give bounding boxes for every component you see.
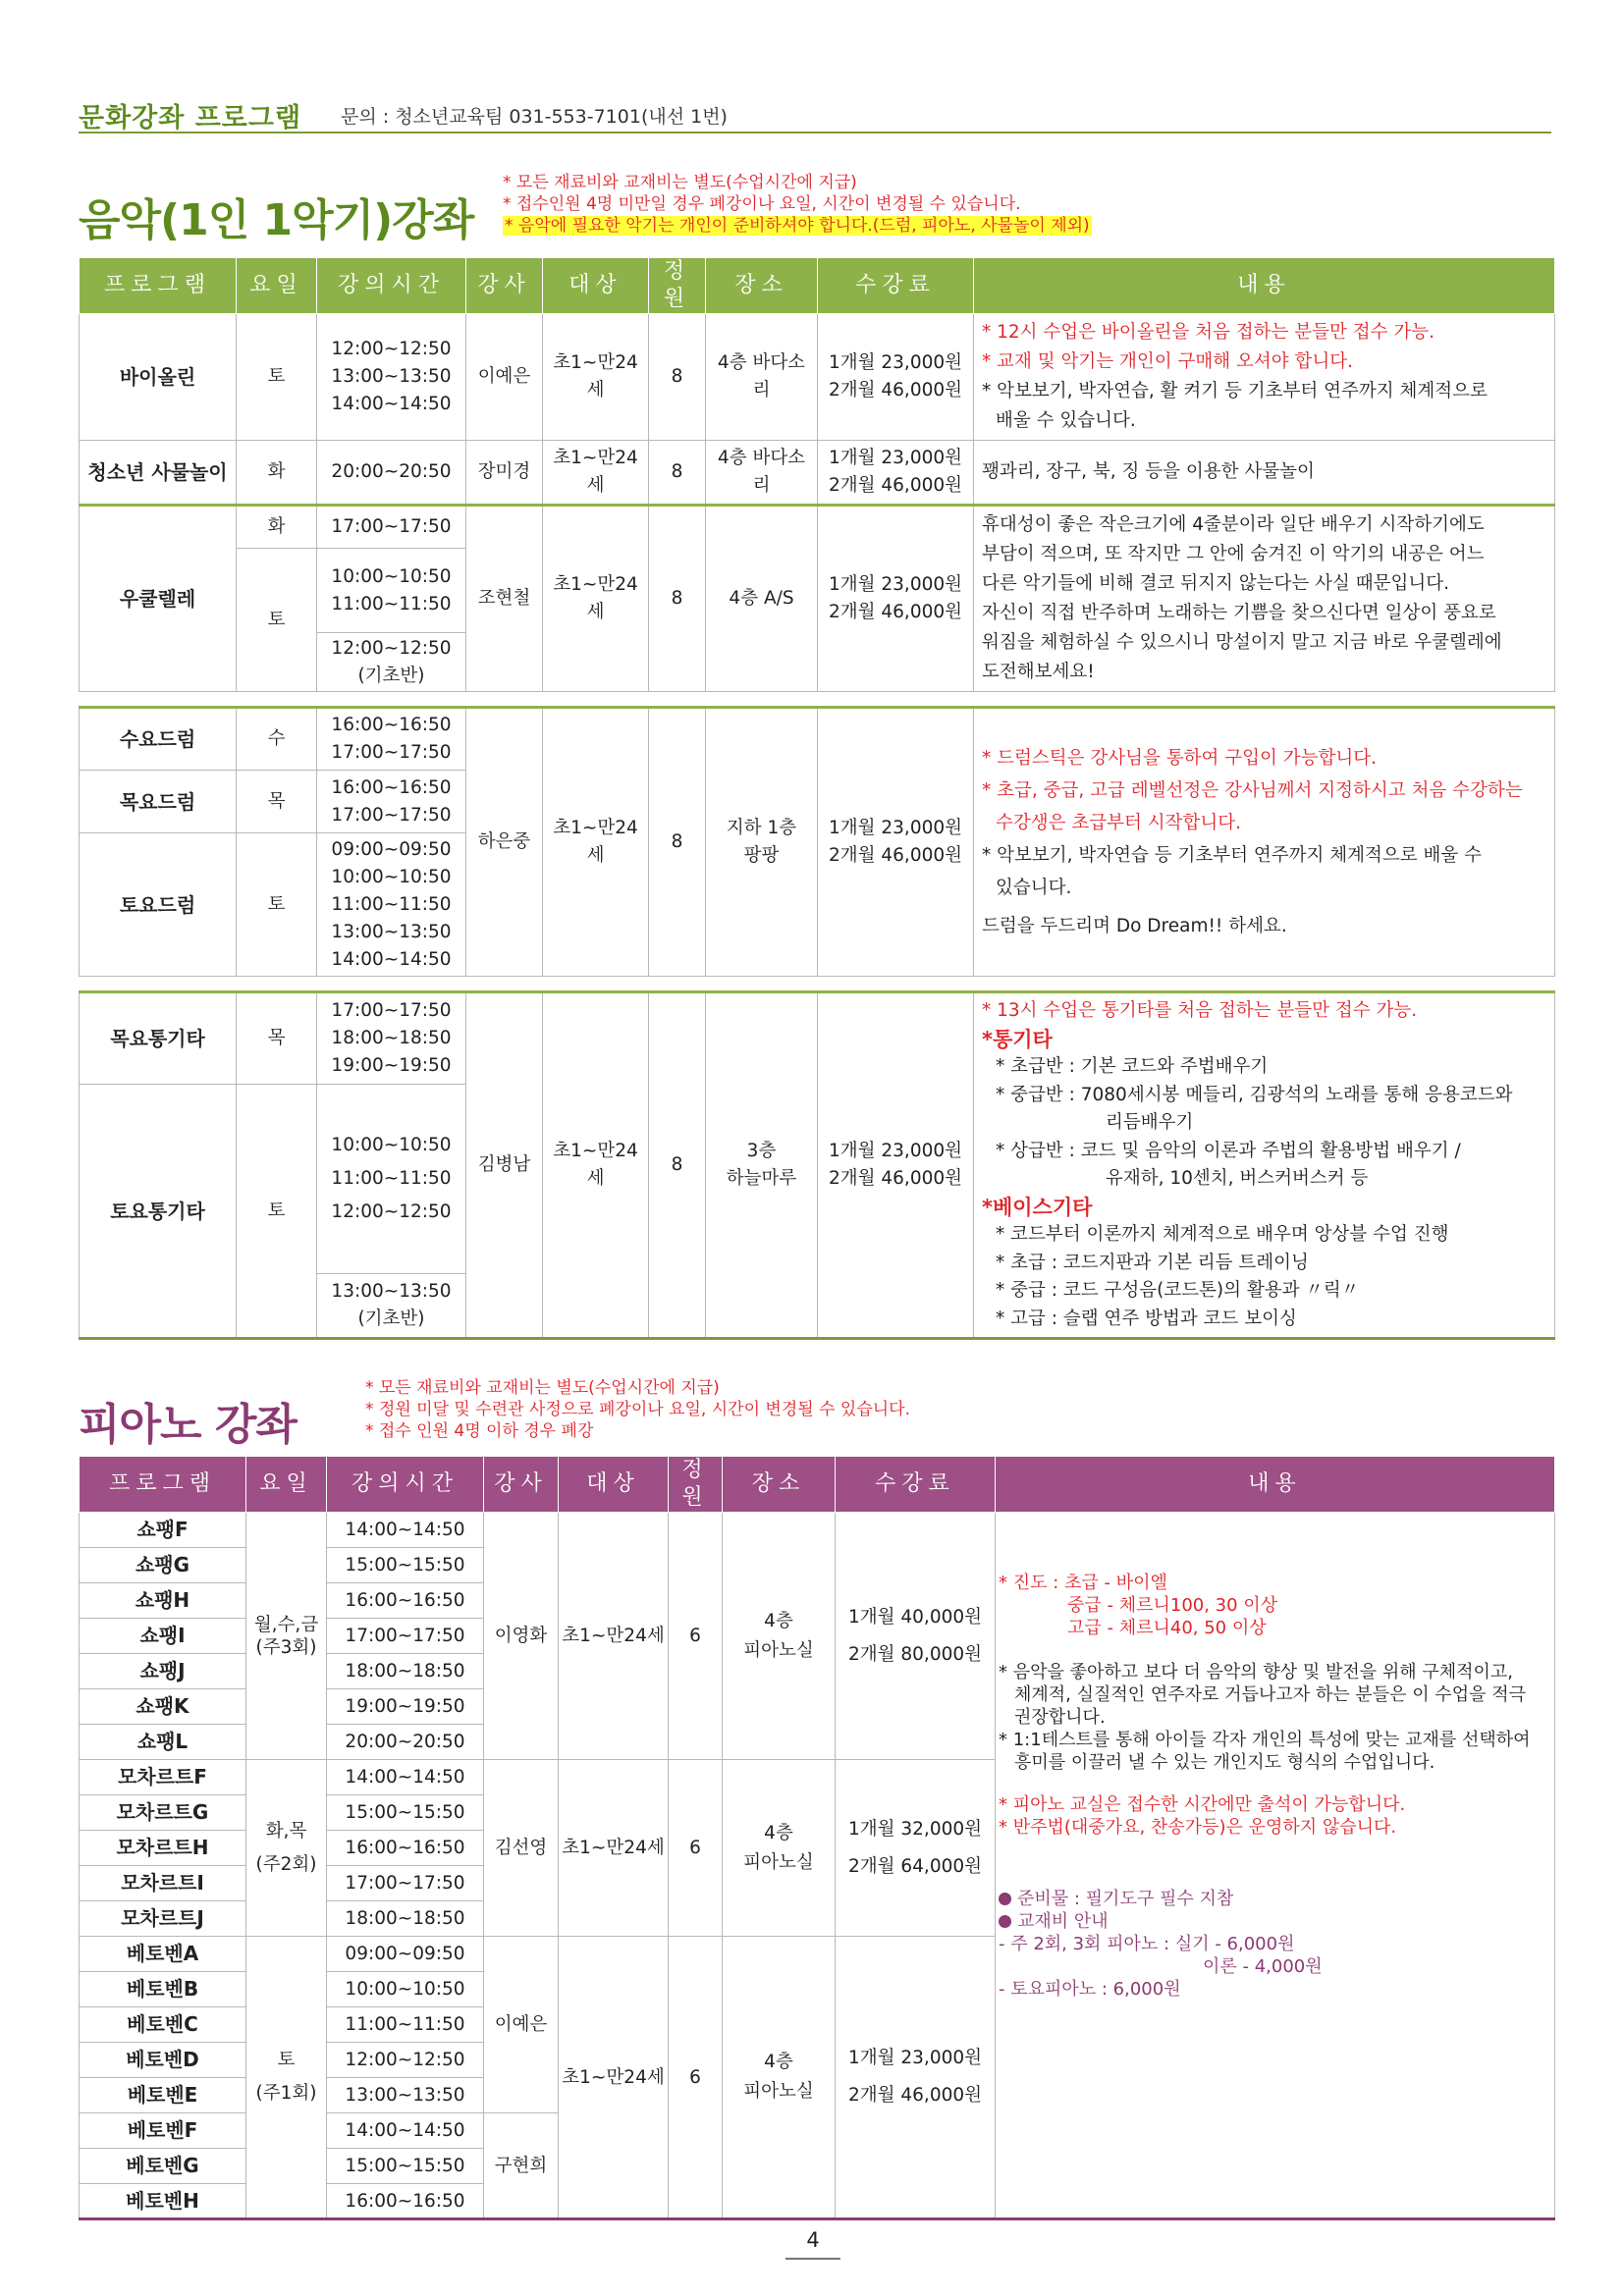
time-cell: 17:00~17:50 18:00~18:50 19:00~19:50	[317, 992, 466, 1085]
day: 목	[237, 992, 317, 1085]
table-row: 베토벤F 14:00~14:50 구현희	[80, 2113, 1555, 2149]
time-cell: 17:00~17:50	[317, 506, 466, 549]
teacher: 이예은	[466, 314, 543, 441]
program-name: 목요드럼	[80, 771, 237, 833]
table-row: 베토벤D 12:00~12:50	[80, 2043, 1555, 2078]
target: 초1~만24세	[543, 506, 649, 692]
col-capacity: 정원	[669, 1457, 723, 1513]
teacher: 이예은	[484, 1937, 559, 2113]
time-cell: 10:00~10:50 11:00~11:50 12:00~12:50	[317, 1085, 466, 1274]
content: 꽹과리, 장구, 북, 징 등을 이용한 사물놀이	[974, 441, 1555, 506]
piano-content: * 진도 : 초급 - 바이엘 중급 - 체르니100, 30 이상 고급 - 체르니40, 50 이상 * 음악을 좋아하고 보다 더 음악의 향상 및 발전을 위해 구체적이고, 체계적, 실질적인 연주자로 거듭나고자 하는 분들은 이 수업을 적극 권장합니다. * 1:1테스트를 통해 아이들 각자 개인의 특성에 맞는 교재를 선택하여 흥미를 이끌러 낼 수 있는 개인지도 형식의 수업입니다. * 피아노 교실은 접수한 시간에만 출석이 가능합니다. * 반주법(대중가요, 찬송가등)은 운영하지 않습니다. 준비물 : 필기도구 필수 지참 교재비 안내 - 주 2회, 3회 피아노 : 실기 - 6,000원 이론 - 4,000원 - 토요피아노 : 6,000원	[996, 1513, 1555, 2219]
day: 토	[237, 314, 317, 441]
piano-note: * 정원 미달 및 수련관 사정으로 폐강이나 요일, 시간이 변경될 수 있습니다.	[365, 1400, 910, 1419]
table-row: 베토벤C 11:00~11:50	[80, 2007, 1555, 2043]
capacity: 8	[649, 441, 706, 506]
content: * 드럼스틱은 강사님을 통하여 구입이 가능합니다. * 초급, 중급, 고급 레벨선정은 강사님께서 지정하시고 처음 수강하는 수강생은 초급부터 시작합니다. * 악보보기, 박자연습 등 기초부터 연주까지 체계적으로 배울 수 있습니다. 드럼을 두드리며 Do Dream!! 하세요.	[974, 708, 1555, 977]
capacity: 6	[669, 1760, 723, 1937]
table-row: 베토벤A 토 (주1회) 09:00~09:50 이예은 초1~만24세 6 4층 피아노실 1개월 23,000원 2개월 46,000원	[80, 1937, 1555, 1972]
piano-notes	[365, 1377, 910, 1442]
table-row: 모차르트I 17:00~17:50	[80, 1866, 1555, 1901]
content: 휴대성이 좋은 작은크기에 4줄분이라 일단 배우기 시작하기에도 부담이 적으며, 또 작지만 그 안에 숨겨진 이 악기의 내공은 어느 다른 악기들에 비해 결코 뒤지지 않는다는 사실 때문입니다. 자신이 직접 반주하며 노래하는 기쁨을 찾으신다면 일상이 풍요로 워짐을 체험하실 수 있으시니 망설이지 말고 지금 바로 우쿨렐레에 도전해보세요!	[974, 506, 1555, 692]
music-header-row	[80, 258, 1555, 314]
content: * 12시 수업은 바이올린을 처음 접하는 분들만 접수 가능. * 교재 및 악기는 개인이 구매해 오셔야 합니다. * 악보보기, 박자연습, 활 켜기 등 기초부터 연주까지 체계적으로 배울 수 있습니다.	[974, 314, 1555, 441]
time-cell: 20:00~20:50	[317, 441, 466, 506]
content: * 13시 수업은 통기타를 처음 접하는 분들만 접수 가능. *통기타 * 초급반 : 기본 코드와 주법배우기 * 중급반 : 7080세시봉 메들리, 김광석의 노래를 통해 응용코드와 리듬배우기 * 상급반 : 코드 및 음악의 이론과 주법의 활용방법 배우기 / 유재하, 10센치, 버스커버스커 등 *베이스기타 * 코드부터 이론까지 체계적으로 배우며 앙상블 수업 진행 * 초급 : 코드지판과 기본 리듬 트레이닝 * 중급 : 코드 구성음(코드톤)의 활용과 〃릭〃 * 고급 : 슬랩 연주 방법과 코드 보이싱	[974, 992, 1555, 1339]
time-cell: 14:00~14:50	[327, 1513, 484, 1548]
day: 화	[237, 506, 317, 549]
table-row: 모차르트H 16:00~16:50	[80, 1831, 1555, 1866]
teacher: 구현희	[484, 2113, 559, 2219]
program-name: 바이올린	[80, 314, 237, 441]
fee: 1개월 32,000원 2개월 64,000원	[836, 1760, 996, 1937]
table-row: 모차르트F 화,목 (주2회) 14:00~14:50 김선영 초1~만24세 6 4층 피아노실 1개월 32,000원 2개월 64,000원	[80, 1760, 1555, 1795]
teacher: 김선영	[484, 1760, 559, 1937]
day: 월,수,금 (주3회)	[246, 1513, 327, 1760]
col-place: 장소	[723, 1457, 836, 1513]
col-program: 프로그램	[80, 258, 237, 314]
teacher: 조현철	[466, 506, 543, 692]
col-teacher: 강사	[484, 1457, 559, 1513]
piano-note: * 모든 재료비와 교재비는 별도(수업시간에 지급)	[365, 1378, 720, 1398]
col-target: 대상	[559, 1457, 669, 1513]
time-cell: 12:00~12:50 (기초반)	[317, 633, 466, 692]
capacity: 8	[649, 708, 706, 977]
music-section-title: 음악(1인 1악기)강좌	[79, 195, 474, 245]
teacher: 이영화	[484, 1513, 559, 1760]
table-row: 쇼팽G 15:00~15:50	[80, 1548, 1555, 1583]
teacher: 김병남	[466, 992, 543, 1339]
target: 초1~만24세	[559, 1937, 669, 2219]
table-row: 쇼팽L 20:00~20:50	[80, 1725, 1555, 1760]
header-title: 문화강좌 프로그램	[79, 103, 302, 133]
day: 토	[237, 833, 317, 977]
table-row: 베토벤E 13:00~13:50	[80, 2078, 1555, 2113]
day: 화	[237, 441, 317, 506]
program-name: 목요통기타	[80, 992, 237, 1085]
music-note: * 접수인원 4명 미만일 경우 폐강이나 요일, 시간이 변경될 수 있습니다.	[503, 194, 1021, 214]
table-row	[80, 506, 1555, 549]
time-cell: 09:00~09:50 10:00~10:50 11:00~11:50 13:00~13:50 14:00~14:50	[317, 833, 466, 977]
col-time: 강의시간	[327, 1457, 484, 1513]
music-note: * 음악에 필요한 악기는 개인이 준비하셔야 합니다.(드럼, 피아노, 사물놀이 제외)	[505, 216, 1090, 236]
program-name: 토요통기타	[80, 1085, 237, 1339]
time-cell: 13:00~13:50 (기초반)	[317, 1274, 466, 1339]
page-header	[79, 94, 1551, 133]
music-note: * 모든 재료비와 교재비는 별도(수업시간에 지급)	[503, 173, 857, 192]
table-row: 쇼팽K 19:00~19:50	[80, 1689, 1555, 1725]
capacity: 8	[649, 506, 706, 692]
table-row: 쇼팽J 18:00~18:50	[80, 1654, 1555, 1689]
fee: 1개월 23,000원 2개월 46,000원	[818, 441, 974, 506]
place: 4층 A/S	[706, 506, 818, 692]
bullet-icon	[999, 1915, 1011, 1928]
fee: 1개월 23,000원 2개월 46,000원	[818, 992, 974, 1339]
program-name: 쇼팽F	[80, 1513, 246, 1548]
table-row	[80, 441, 1555, 506]
table-row: 모차르트J 18:00~18:50	[80, 1901, 1555, 1937]
target: 초1~만24세	[543, 314, 649, 441]
col-fee: 수강료	[818, 258, 974, 314]
time-cell: 10:00~10:50 11:00~11:50	[317, 549, 466, 633]
table-row	[80, 992, 1555, 1085]
place: 4층 바다소리	[706, 314, 818, 441]
col-program: 프로그램	[80, 1457, 246, 1513]
capacity: 6	[669, 1937, 723, 2219]
table-row	[80, 1513, 1555, 1548]
day: 토	[237, 1085, 317, 1339]
fee: 1개월 40,000원 2개월 80,000원	[836, 1513, 996, 1760]
col-day: 요일	[246, 1457, 327, 1513]
place: 지하 1층 팡팡	[706, 708, 818, 977]
program-name: 베토벤A	[80, 1937, 246, 1972]
col-fee: 수강료	[836, 1457, 996, 1513]
bullet-icon	[999, 1893, 1011, 1905]
place: 4층 피아노실	[723, 1760, 836, 1937]
piano-note: * 접수 인원 4명 이하 경우 폐강	[365, 1421, 594, 1441]
col-content: 내용	[996, 1457, 1555, 1513]
table-row: 쇼팽I 17:00~17:50	[80, 1619, 1555, 1654]
col-time: 강의시간	[317, 258, 466, 314]
col-target: 대상	[543, 258, 649, 314]
place: 4층 피아노실	[723, 1937, 836, 2219]
capacity: 6	[669, 1513, 723, 1760]
page-number-underline	[785, 2258, 840, 2260]
teacher: 장미경	[466, 441, 543, 506]
program-name: 모차르트F	[80, 1760, 246, 1795]
day: 토	[237, 549, 317, 692]
time-cell: 12:00~12:50 13:00~13:50 14:00~14:50	[317, 314, 466, 441]
place: 4층 피아노실	[723, 1513, 836, 1760]
program-name: 수요드럼	[80, 708, 237, 771]
piano-table	[79, 1456, 1555, 2220]
target: 초1~만24세	[543, 992, 649, 1339]
target: 초1~만24세	[543, 441, 649, 506]
table-row: 베토벤H 16:00~16:50	[80, 2184, 1555, 2219]
time-cell: 16:00~16:50 17:00~17:50	[317, 771, 466, 833]
page-number: 4	[806, 2228, 820, 2252]
day: 화,목 (주2회)	[246, 1760, 327, 1937]
capacity: 8	[649, 992, 706, 1339]
header-contact: 문의 : 청소년교육팀 031-553-7101(내선 1번)	[341, 106, 728, 128]
fee: 1개월 23,000원 2개월 46,000원	[818, 314, 974, 441]
col-day: 요일	[237, 258, 317, 314]
target: 초1~만24세	[543, 708, 649, 977]
col-place: 장소	[706, 258, 818, 314]
table-row	[80, 314, 1555, 441]
fee: 1개월 23,000원 2개월 46,000원	[818, 506, 974, 692]
piano-header-row	[80, 1457, 1555, 1513]
capacity: 8	[649, 314, 706, 441]
table-row: 베토벤B 10:00~10:50	[80, 1972, 1555, 2007]
fee: 1개월 23,000원 2개월 46,000원	[836, 1937, 996, 2219]
place: 4층 바다소리	[706, 441, 818, 506]
target: 초1~만24세	[559, 1760, 669, 1937]
day: 목	[237, 771, 317, 833]
place: 3층 하늘마루	[706, 992, 818, 1339]
program-name: 청소년 사물놀이	[80, 441, 237, 506]
table-row: 베토벤G 15:00~15:50	[80, 2149, 1555, 2184]
teacher: 하은중	[466, 708, 543, 977]
fee: 1개월 23,000원 2개월 46,000원	[818, 708, 974, 977]
day: 토 (주1회)	[246, 1937, 327, 2219]
table-row: 쇼팽H 16:00~16:50	[80, 1583, 1555, 1619]
program-name: 토요드럼	[80, 833, 237, 977]
piano-section-title: 피아노 강좌	[79, 1400, 297, 1450]
music-notes	[503, 172, 1092, 237]
target: 초1~만24세	[559, 1513, 669, 1760]
day: 수	[237, 708, 317, 771]
col-content: 내용	[974, 258, 1555, 314]
music-table	[79, 257, 1555, 1340]
program-name: 우쿨렐레	[80, 506, 237, 692]
table-row	[80, 708, 1555, 771]
time-cell: 16:00~16:50 17:00~17:50	[317, 708, 466, 771]
col-capacity: 정원	[649, 258, 706, 314]
col-teacher: 강사	[466, 258, 543, 314]
table-row: 모차르트G 15:00~15:50	[80, 1795, 1555, 1831]
